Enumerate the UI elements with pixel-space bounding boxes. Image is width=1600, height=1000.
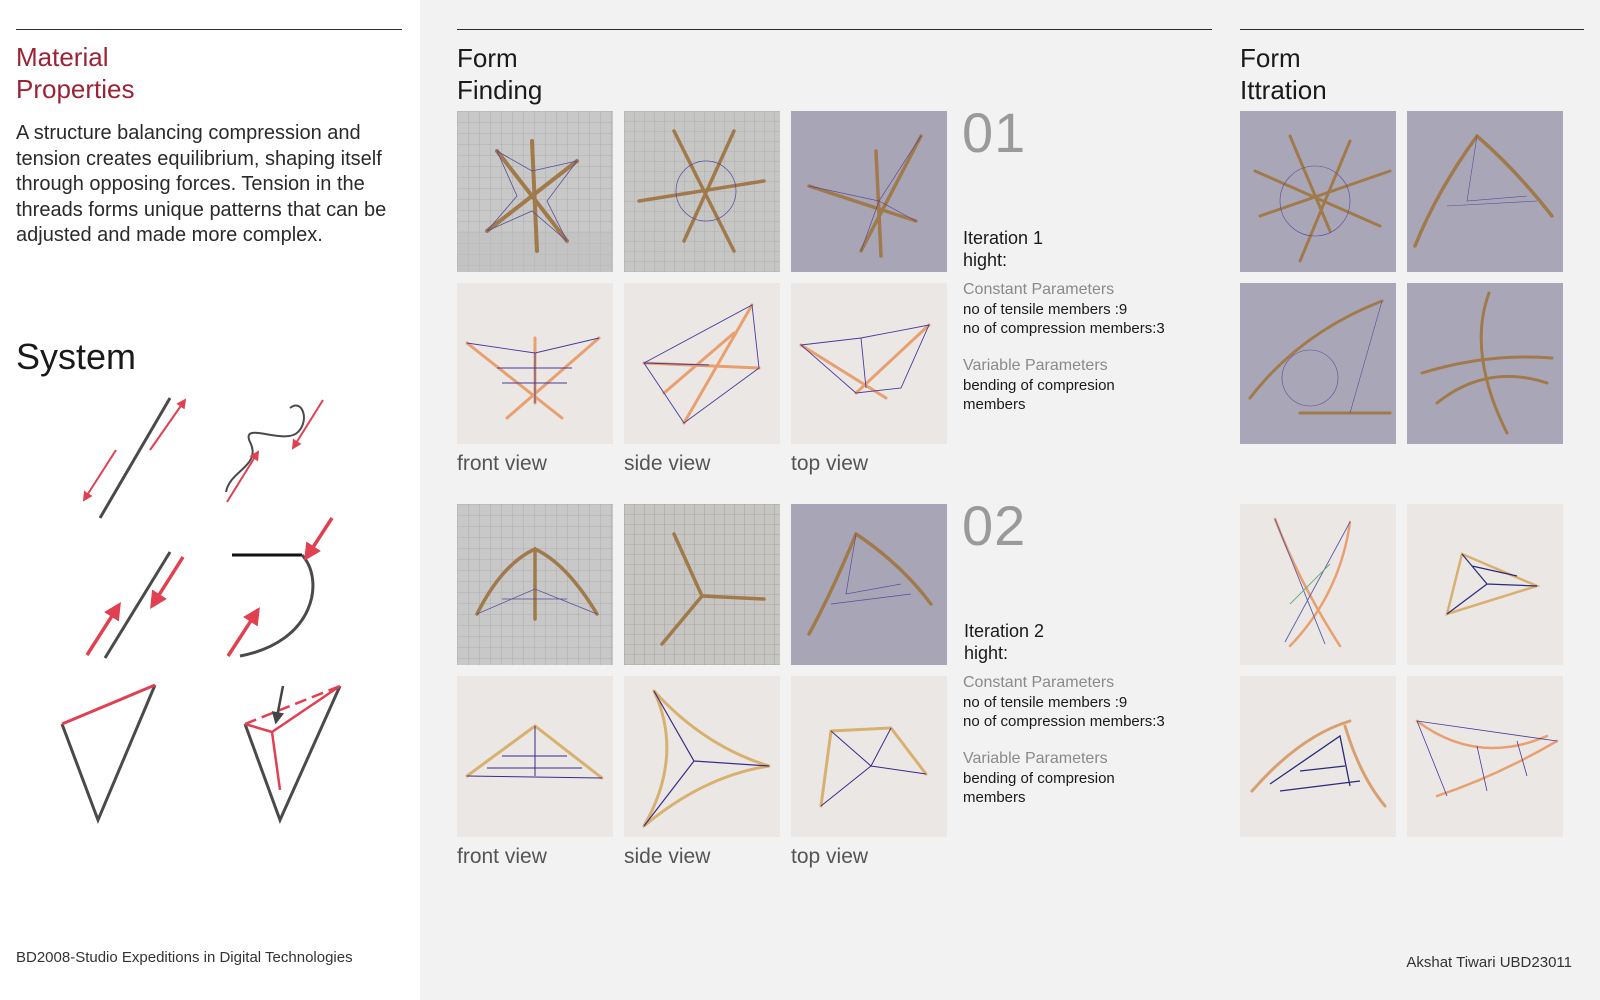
description-line: through opposing forces. Tension in the xyxy=(16,173,365,195)
view-label-top: top view xyxy=(791,845,869,868)
diagram-compression xyxy=(84,398,185,518)
render-side xyxy=(624,676,780,837)
diagram-tension-thread xyxy=(226,400,323,502)
variable-parameters-heading: Variable Parameters xyxy=(963,750,1108,767)
constant-parameters-heading: Constant Parameters xyxy=(963,674,1115,691)
title-line: Properties xyxy=(16,74,135,104)
form-iteration-title xyxy=(1240,42,1327,106)
description-line: threads forms unique patterns that can be xyxy=(16,198,387,221)
constant-parameters-heading: Constant Parameters xyxy=(963,281,1115,298)
render-top xyxy=(791,283,947,444)
left-panel xyxy=(0,0,420,1000)
description-line: adjusted and made more complex. xyxy=(16,224,323,246)
constant-parameter: no of compression members:3 xyxy=(963,320,1165,337)
view-label-front: front view xyxy=(457,452,547,475)
iteration-title xyxy=(964,620,1044,664)
photo-grid-front xyxy=(457,504,613,665)
iteration-title xyxy=(963,227,1043,271)
diagram-paired-members xyxy=(87,552,183,658)
photo-grid-front xyxy=(457,111,613,272)
iteration-render xyxy=(1240,676,1396,837)
divider xyxy=(457,29,1212,30)
constant-parameter: no of tensile members :9 xyxy=(963,694,1128,711)
iteration-number: 02 xyxy=(962,494,1027,557)
render-top xyxy=(791,676,947,837)
photo-grid-side xyxy=(624,504,780,665)
system-diagrams xyxy=(40,380,370,850)
iteration-photo xyxy=(1240,283,1396,444)
photo-grid-side xyxy=(624,111,780,272)
render-side xyxy=(624,283,780,444)
divider xyxy=(1240,29,1584,30)
title-line: Form xyxy=(1240,43,1301,73)
photo-studio-top xyxy=(791,504,947,665)
render-front xyxy=(457,676,613,837)
iteration-photo xyxy=(1407,283,1563,444)
description-line: tension creates equilibrium, shaping itself xyxy=(16,147,382,170)
form-finding-title xyxy=(457,42,542,106)
photo-studio-top xyxy=(791,111,947,272)
iteration-photo xyxy=(1407,111,1563,272)
view-label-side: side view xyxy=(624,452,711,475)
iteration-photo xyxy=(1240,111,1396,272)
variable-parameter: bending of compresion xyxy=(963,377,1115,394)
iteration-name: Iteration 1 xyxy=(963,228,1044,248)
title-line: Form xyxy=(457,43,518,73)
diagram-triangle xyxy=(62,685,155,820)
iteration-number: 01 xyxy=(962,101,1027,164)
description xyxy=(16,121,411,249)
author-credit: Akshat Tiwari UBD23011 xyxy=(1406,954,1572,971)
title-line: Material xyxy=(16,42,109,72)
description-line: A structure balancing compression and xyxy=(16,122,361,144)
iteration-render xyxy=(1240,504,1396,665)
title-line: Finding xyxy=(457,75,543,105)
variable-parameter: members xyxy=(963,789,1026,806)
divider xyxy=(16,29,402,30)
view-label-top: top view xyxy=(791,452,869,475)
height-label: hight: xyxy=(963,250,1008,270)
system-title: System xyxy=(16,336,137,377)
view-label-front: front view xyxy=(457,845,547,868)
height-label: hight: xyxy=(964,643,1009,663)
diagram-bent-member xyxy=(228,518,332,656)
variable-parameters-heading: Variable Parameters xyxy=(963,357,1108,374)
iteration-render xyxy=(1407,504,1563,665)
iteration-name: Iteration 2 xyxy=(964,621,1045,641)
course-footer: BD2008-Studio Expeditions in Digital Technologies xyxy=(16,949,353,966)
variable-parameter: bending of compresion xyxy=(963,770,1115,787)
iteration-render xyxy=(1407,676,1563,837)
render-front xyxy=(457,283,613,444)
title-line: Ittration xyxy=(1240,75,1327,105)
constant-parameter: no of compression members:3 xyxy=(963,713,1165,730)
material-properties-title xyxy=(16,41,135,105)
diagram-tetra xyxy=(245,686,340,820)
view-label-side: side view xyxy=(624,845,711,868)
variable-parameter: members xyxy=(963,396,1026,413)
constant-parameter: no of tensile members :9 xyxy=(963,301,1128,318)
